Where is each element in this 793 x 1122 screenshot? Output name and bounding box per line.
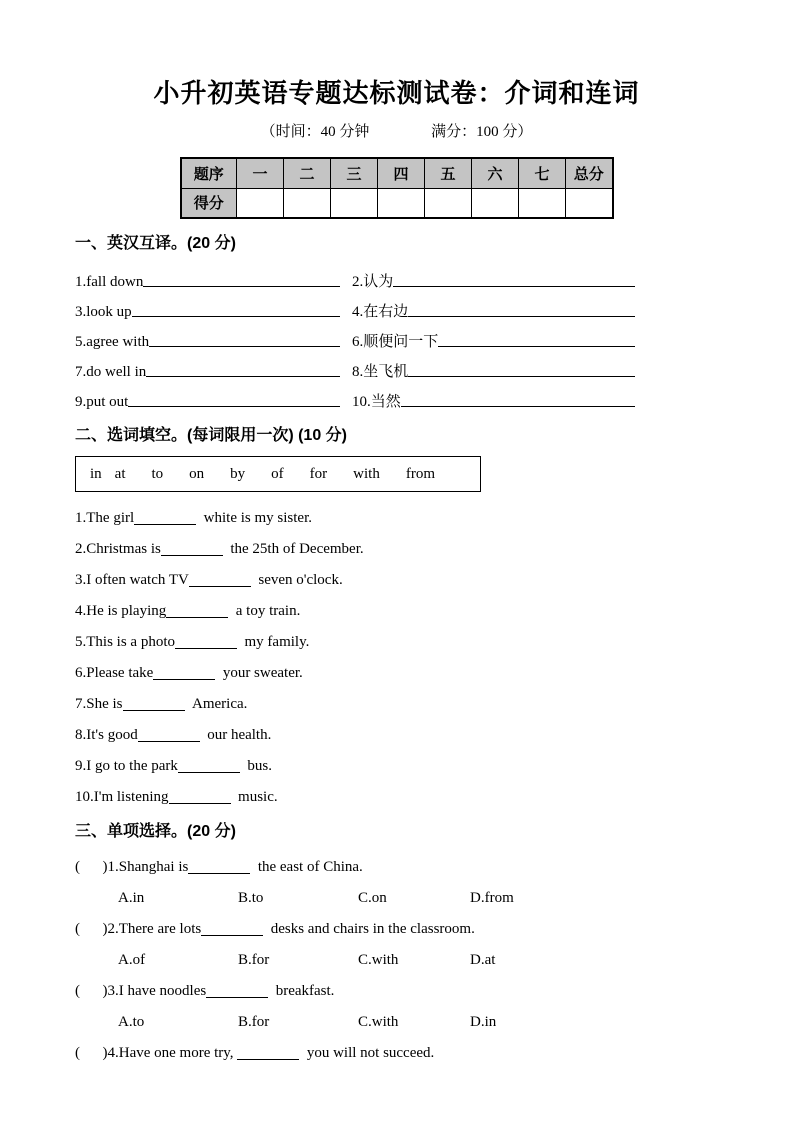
answer-line [128,406,340,407]
section2-heading: 二、选词填空。(每词限用一次) (10 分) [75,427,348,444]
fill-blank [134,510,196,525]
fill-sentence [75,745,718,776]
option-a: A.in [118,890,145,906]
option-b: B.for [238,952,270,968]
answer-line [438,346,635,347]
fill-sentence [75,652,718,683]
sentence-post: a toy train. [228,603,301,619]
word-bank-word: by [230,465,246,482]
stem-post: breakfast. [268,983,335,999]
stem-post: the east of China. [250,859,363,875]
fill-sentence [75,714,718,745]
score-row-label: 得分 [181,188,237,218]
answer-line [408,376,635,377]
word-bank-word: at [114,465,126,482]
sentence-post: America. [184,696,248,712]
score-table-header-cell: 五 [425,158,472,188]
translation-item-label: 9.put out [75,394,129,410]
sentence-pre: 2.Christmas is [75,541,161,557]
translation-item-label: 10.当然 [352,394,401,410]
page-title: 小升初英语专题达标测试卷：介词和连词 [153,79,640,108]
stem-post: desks and chairs in the classroom. [263,921,475,937]
option-d: D.from [470,890,514,906]
word-bank-word: of [271,465,284,482]
translation-item [352,381,635,411]
sentence-post: music. [230,789,278,805]
sentence-pre: 8.It's good [75,727,138,743]
answer-line [132,316,340,317]
word-bank-word: in [90,465,102,482]
answer-line [408,316,635,317]
answer-line [143,286,340,287]
word-bank-word: with [353,465,380,482]
answer-line [393,286,635,287]
sentence-post: bus. [239,758,272,774]
mc-question-stem [75,970,718,1001]
exam-full-score: 满分：100 分） [431,124,533,140]
mc-question-stem [75,1032,718,1063]
sentence-pre: 10.I'm listening [75,789,169,805]
score-table-header-cell: 七 [519,158,566,188]
score-cell-empty [284,188,331,218]
stem-pre: ( )2.There are lots [75,921,202,937]
fill-blank [169,789,231,804]
option-b: B.to [238,890,264,906]
sentence-pre: 6.Please take [75,665,154,681]
score-table-header-cell: 总分 [566,158,613,188]
mc-question-stem [75,908,718,939]
section3-heading: 三、单项选择。(20 分) [75,823,236,840]
fill-blank [166,603,228,618]
stem-pre: ( )1.Shanghai is [75,859,189,875]
score-table-header-cell: 一 [237,158,284,188]
sentence-pre: 1.The girl [75,510,135,526]
score-table-header-cell: 四 [378,158,425,188]
translation-item-label: 6.顺便问一下 [352,334,439,350]
translation-item-label: 5.agree with [75,334,150,350]
fill-sentence [75,497,718,528]
section1-translation-items [75,261,718,411]
sentence-post: the 25th of December. [222,541,364,557]
mc-options-row [75,1001,718,1032]
score-table-header-cell: 题序 [181,158,237,188]
word-bank-word: on [189,465,205,482]
fill-blank [123,696,185,711]
fill-blank [175,634,237,649]
word-bank-box [75,456,481,492]
option-b: B.for [238,1014,270,1030]
answer-blank [201,921,263,936]
option-c: C.with [358,1014,399,1030]
translation-item-label: 7.do well in [75,364,147,380]
sentence-post: my family. [237,634,310,650]
stem-pre: ( )4.Have one more try, [75,1045,238,1061]
score-table-header-cell: 六 [472,158,519,188]
section2-sentences [75,497,718,807]
option-a: A.to [118,1014,145,1030]
score-cell-empty [378,188,425,218]
score-cell-empty [519,188,566,218]
fill-blank [189,572,251,587]
fill-blank [138,727,200,742]
fill-sentence [75,590,718,621]
fill-sentence [75,776,718,807]
translation-item-label: 3.look up [75,304,132,320]
score-cell-empty [472,188,519,218]
translation-item-label: 4.在右边 [352,304,409,320]
fill-sentence [75,621,718,652]
translation-item-label: 8.坐飞机 [352,364,409,380]
fill-sentence [75,559,718,590]
exam-info [75,120,718,141]
answer-blank [188,859,250,874]
answer-blank [206,983,268,998]
fill-blank [153,665,215,680]
translation-item [352,351,635,381]
translation-item [75,351,340,381]
sentence-pre: 3.I often watch TV [75,572,189,588]
section1-heading: 一、英汉互译。(20 分) [75,235,236,252]
option-d: D.in [470,1014,497,1030]
translation-item [352,261,635,291]
option-d: D.at [470,952,496,968]
sentence-post: your sweater. [215,665,303,681]
score-cell-empty [331,188,378,218]
option-c: C.with [358,952,399,968]
exam-time: （时间：40 分钟 [260,124,370,140]
score-cell-empty [237,188,284,218]
word-bank-word: for [309,465,328,482]
answer-line [401,406,635,407]
word-bank-word: from [405,465,436,482]
translation-item [75,291,340,321]
translation-item [75,261,340,291]
option-a: A.of [118,952,146,968]
option-c: C.on [358,890,387,906]
score-cell-empty [566,188,613,218]
sentence-post: our health. [199,727,272,743]
score-table [180,157,614,219]
score-table-header-cell: 二 [284,158,331,188]
score-table-header-cell: 三 [331,158,378,188]
section3-questions [75,846,718,1063]
sentence-pre: 5.This is a photo [75,634,175,650]
score-cell-empty [425,188,472,218]
translation-item [75,381,340,411]
stem-post: you will not succeed. [299,1045,435,1061]
stem-pre: ( )3.I have noodles [75,983,207,999]
sentence-pre: 7.She is [75,696,123,712]
sentence-post: seven o'clock. [250,572,343,588]
answer-line [149,346,340,347]
translation-item [352,291,635,321]
translation-item-label: 2.认为 [352,274,394,290]
translation-item [352,321,635,351]
score-table-header-row [181,158,613,188]
mc-options-row [75,877,718,908]
answer-line [146,376,340,377]
fill-sentence [75,528,718,559]
translation-item [75,321,340,351]
score-table-score-row [181,188,613,218]
fill-blank [178,758,240,773]
answer-blank [237,1045,299,1060]
fill-blank [161,541,223,556]
translation-item-label: 1.fall down [75,274,144,290]
sentence-post: white is my sister. [196,510,312,526]
fill-sentence [75,683,718,714]
sentence-pre: 4.He is playing [75,603,167,619]
mc-question-stem [75,846,718,877]
word-bank-word: to [151,465,164,482]
mc-options-row [75,939,718,970]
sentence-pre: 9.I go to the park [75,758,178,774]
